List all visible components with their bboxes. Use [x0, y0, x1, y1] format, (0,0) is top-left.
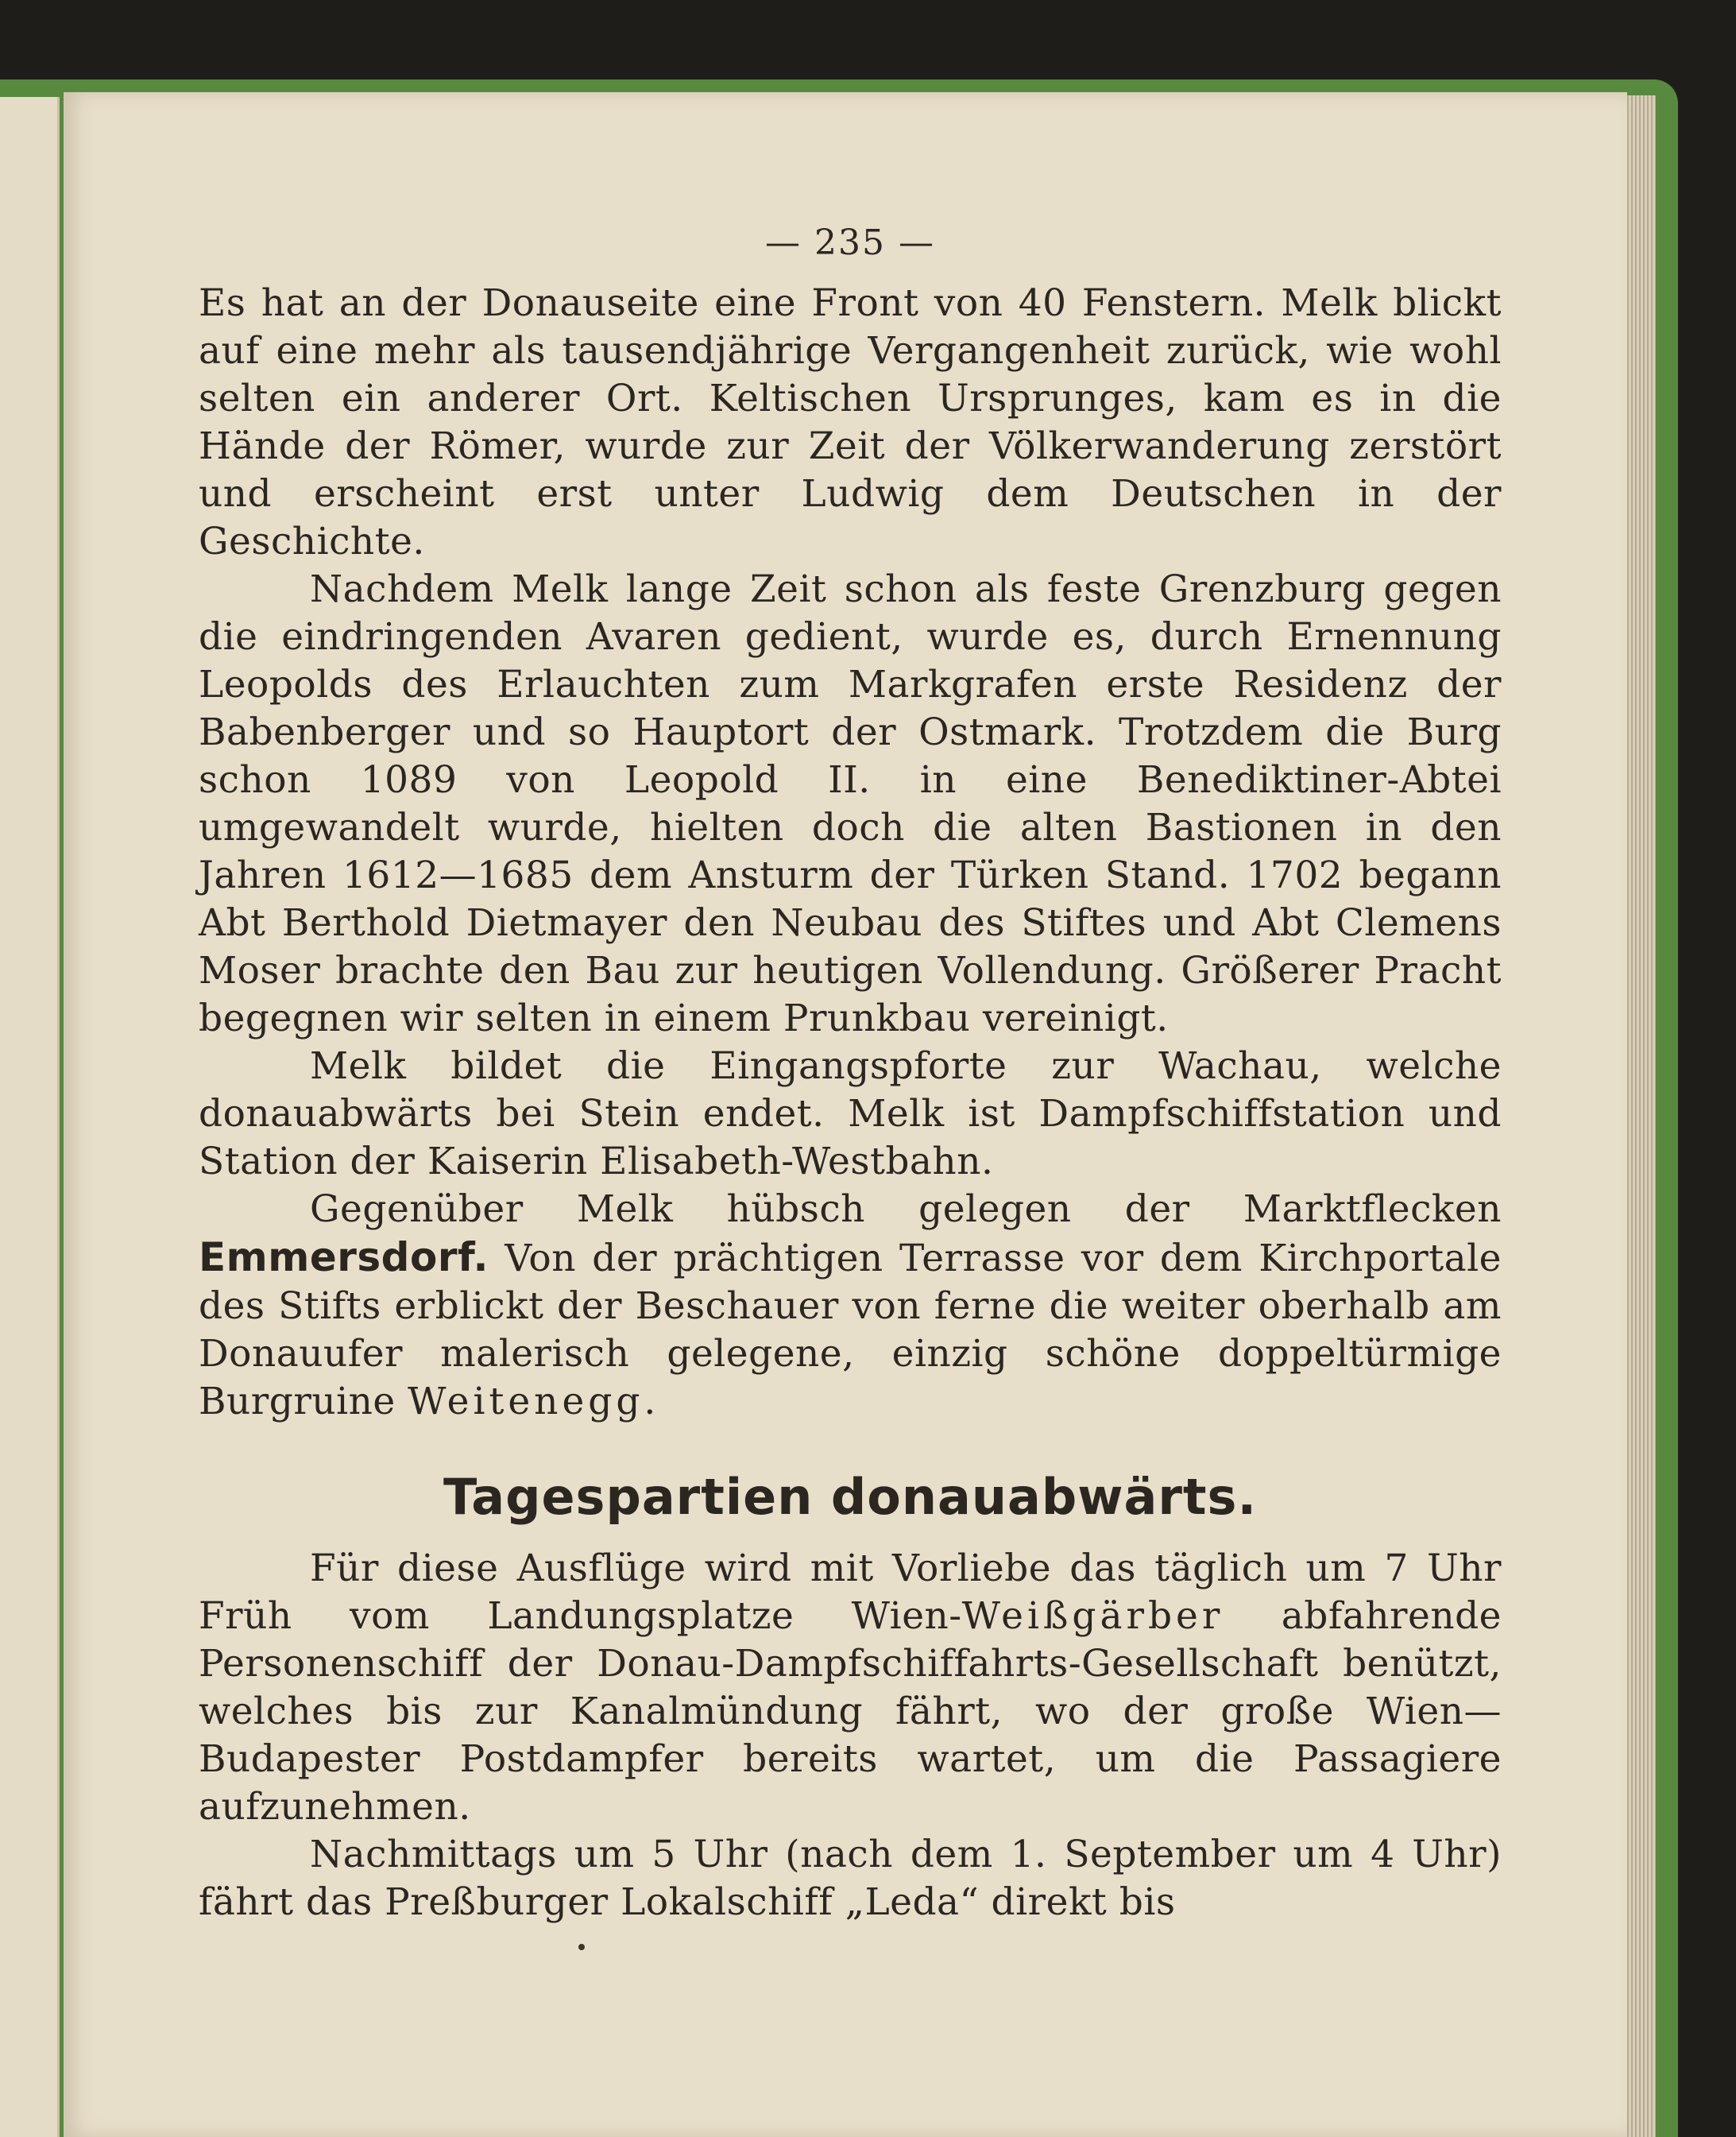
text-segment: Von der prächtigen Terrasse vor dem Kirchportale des Stifts erblickt der Beschauer von ferne die weiter oberhalb am Donauufer malerisch gelegene, einzig schöne doppeltürmige Burgruine	[199, 1237, 1502, 1423]
left-page-edge	[0, 97, 60, 2137]
place-name-emmersdorf: Emmersdorf.	[199, 1234, 489, 1280]
place-name-weitenegg: Weitenegg.	[408, 1380, 660, 1423]
paragraph-babenberger: Nachdem Melk lange Zeit schon als feste Grenzburg gegen die eindringenden Avaren gedient, wurde es, durch Ernennung Leopolds des Erlauchten zum Markgrafen erste Residenz der Babenberger und so Hauptort der Ostmark. Trotzdem die Burg schon 1089 von Leopold II. in eine Benediktiner-Abtei umgewandelt wurde, hielten doch die alten Bastionen in den Jahren 1612—1685 dem Ansturm der Türken Stand. 1702 begann Abt Berthold Dietmayer den Neubau des Stiftes und Abt Clemens Moser brachte den Bau zur heutigen Vollendung. Größerer Pracht begegnen wir selten in einem Prunkbau vereinigt.	[199, 567, 1502, 1040]
section-heading: Tagespartien donauabwärts.	[443, 1468, 1258, 1526]
page-number: — 235 —	[765, 223, 935, 263]
place-name-weissgaerber: Weißgärber	[961, 1594, 1224, 1638]
page-content	[199, 219, 1502, 1926]
paragraph-emmersdorf	[199, 1186, 1502, 1426]
paragraph-history: Es hat an der Donauseite eine Front von 40 Fenstern. Melk blickt auf eine mehr als tausendjährige Vergangenheit zurück, wie wohl selten ein anderer Ort. Keltischen Ursprunges, kam es in die Hände der Römer, wurde zur Zeit der Völkerwanderung zerstört und erscheint erst unter Ludwig dem Deutschen in der Geschichte.	[199, 281, 1502, 563]
text-segment: Gegenüber Melk hübsch gelegen der Marktflecken	[310, 1187, 1502, 1231]
text-segment: Für diese Ausflüge wird mit Vorliebe das täglich um 7 Uhr Früh vom Landungsplatze Wien-	[199, 1547, 1502, 1638]
paragraph-excursions	[199, 1545, 1502, 1831]
paragraph-wachau: Melk bildet die Eingangspforte zur Wachau, welche donauabwärts bei Stein endet. Melk ist Dampfschiffstation und Station der Kaiserin Elisabeth-Westbahn.	[199, 1044, 1502, 1183]
book-page	[64, 92, 1627, 2137]
paragraph-afternoon: Nachmittags um 5 Uhr (nach dem 1. September um 4 Uhr) fährt das Preßburger Lokalschiff „Leda“ direkt bis	[199, 1833, 1502, 1924]
ink-speck	[578, 1944, 585, 1950]
text-segment: abfahrende Personenschiff der Donau-Dampfschiffahrts-Gesellschaft benützt, welches bis zur Kanalmündung fährt, wo der große Wien—Budapester Postdampfer bereits wartet, um die Passagiere aufzunehmen.	[199, 1594, 1502, 1829]
